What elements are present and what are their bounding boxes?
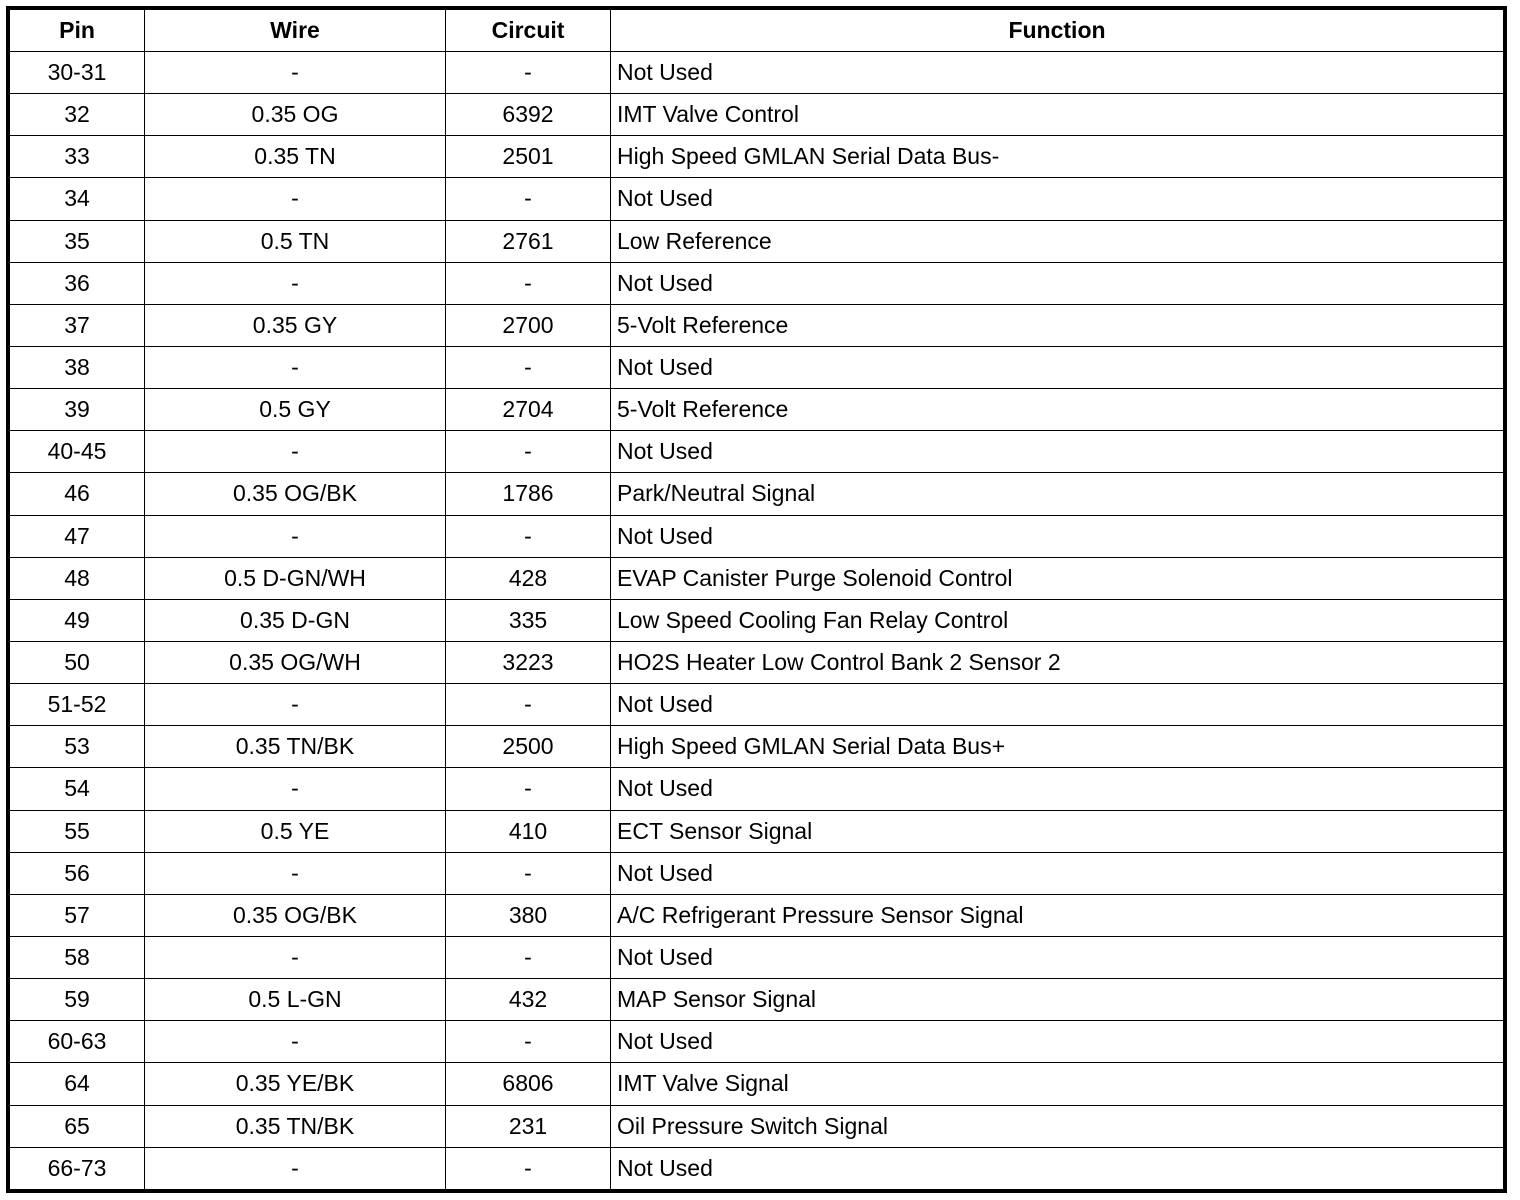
cell-wire: 0.5 TN <box>145 220 446 262</box>
cell-circuit: 428 <box>446 557 611 599</box>
header-circuit: Circuit <box>446 10 611 52</box>
cell-pin: 57 <box>10 894 145 936</box>
cell-function: Not Used <box>611 262 1504 304</box>
table-row <box>10 1147 1504 1189</box>
cell-circuit: 3223 <box>446 641 611 683</box>
cell-function: Low Speed Cooling Fan Relay Control <box>611 599 1504 641</box>
cell-circuit: - <box>446 431 611 473</box>
cell-circuit: - <box>446 515 611 557</box>
cell-wire: 0.5 GY <box>145 389 446 431</box>
table-row <box>10 304 1504 346</box>
cell-pin: 40-45 <box>10 431 145 473</box>
cell-circuit: - <box>446 1021 611 1063</box>
table-row <box>10 346 1504 388</box>
cell-function: Not Used <box>611 431 1504 473</box>
cell-wire: 0.35 TN/BK <box>145 726 446 768</box>
cell-wire: 0.35 OG/WH <box>145 641 446 683</box>
cell-wire: 0.5 L-GN <box>145 979 446 1021</box>
cell-circuit: - <box>446 262 611 304</box>
cell-circuit: 2500 <box>446 726 611 768</box>
cell-function: IMT Valve Control <box>611 94 1504 136</box>
table-row <box>10 1105 1504 1147</box>
cell-function: Not Used <box>611 1147 1504 1189</box>
cell-function: A/C Refrigerant Pressure Sensor Signal <box>611 894 1504 936</box>
cell-wire: 0.35 OG/BK <box>145 473 446 515</box>
cell-wire: 0.35 GY <box>145 304 446 346</box>
table-row <box>10 94 1504 136</box>
cell-circuit: - <box>446 684 611 726</box>
cell-wire: - <box>145 52 446 94</box>
cell-function: Low Reference <box>611 220 1504 262</box>
table-row <box>10 768 1504 810</box>
cell-pin: 34 <box>10 178 145 220</box>
table-row <box>10 1063 1504 1105</box>
cell-pin: 32 <box>10 94 145 136</box>
cell-pin: 35 <box>10 220 145 262</box>
table-row <box>10 979 1504 1021</box>
cell-wire: - <box>145 1021 446 1063</box>
table-row <box>10 515 1504 557</box>
table-row <box>10 894 1504 936</box>
table-row <box>10 852 1504 894</box>
cell-pin: 33 <box>10 136 145 178</box>
cell-pin: 58 <box>10 936 145 978</box>
cell-pin: 65 <box>10 1105 145 1147</box>
cell-pin: 48 <box>10 557 145 599</box>
cell-circuit: 231 <box>446 1105 611 1147</box>
table-row <box>10 136 1504 178</box>
table-row <box>10 52 1504 94</box>
table-row <box>10 936 1504 978</box>
header-pin: Pin <box>10 10 145 52</box>
cell-function: IMT Valve Signal <box>611 1063 1504 1105</box>
cell-function: ECT Sensor Signal <box>611 810 1504 852</box>
cell-wire: - <box>145 1147 446 1189</box>
cell-function: EVAP Canister Purge Solenoid Control <box>611 557 1504 599</box>
cell-pin: 55 <box>10 810 145 852</box>
cell-circuit: 410 <box>446 810 611 852</box>
cell-function: Oil Pressure Switch Signal <box>611 1105 1504 1147</box>
table-body <box>10 52 1504 1190</box>
cell-pin: 30-31 <box>10 52 145 94</box>
cell-wire: - <box>145 178 446 220</box>
cell-pin: 38 <box>10 346 145 388</box>
cell-circuit: 2700 <box>446 304 611 346</box>
cell-pin: 64 <box>10 1063 145 1105</box>
cell-pin: 51-52 <box>10 684 145 726</box>
table-row <box>10 262 1504 304</box>
pinout-table <box>9 9 1504 1190</box>
table-row <box>10 431 1504 473</box>
cell-circuit: 380 <box>446 894 611 936</box>
cell-function: MAP Sensor Signal <box>611 979 1504 1021</box>
cell-function: Not Used <box>611 52 1504 94</box>
cell-function: Not Used <box>611 515 1504 557</box>
table-row <box>10 220 1504 262</box>
cell-circuit: 6392 <box>446 94 611 136</box>
cell-function: High Speed GMLAN Serial Data Bus+ <box>611 726 1504 768</box>
cell-circuit: - <box>446 768 611 810</box>
table-header <box>10 10 1504 52</box>
cell-wire: - <box>145 262 446 304</box>
cell-wire: - <box>145 431 446 473</box>
cell-wire: 0.35 TN/BK <box>145 1105 446 1147</box>
table-row <box>10 641 1504 683</box>
cell-wire: - <box>145 346 446 388</box>
cell-circuit: 2501 <box>446 136 611 178</box>
cell-circuit: - <box>446 852 611 894</box>
table-row <box>10 599 1504 641</box>
cell-wire: - <box>145 852 446 894</box>
cell-wire: 0.35 YE/BK <box>145 1063 446 1105</box>
cell-wire: 0.5 D-GN/WH <box>145 557 446 599</box>
cell-wire: 0.35 OG <box>145 94 446 136</box>
cell-function: Not Used <box>611 768 1504 810</box>
table-row <box>10 1021 1504 1063</box>
cell-circuit: 2704 <box>446 389 611 431</box>
cell-wire: 0.35 D-GN <box>145 599 446 641</box>
cell-function: Not Used <box>611 178 1504 220</box>
header-function: Function <box>611 10 1504 52</box>
cell-circuit: 1786 <box>446 473 611 515</box>
cell-pin: 50 <box>10 641 145 683</box>
table-row <box>10 389 1504 431</box>
cell-circuit: 6806 <box>446 1063 611 1105</box>
cell-function: Not Used <box>611 684 1504 726</box>
cell-circuit: - <box>446 346 611 388</box>
cell-pin: 66-73 <box>10 1147 145 1189</box>
cell-circuit: - <box>446 178 611 220</box>
cell-wire: - <box>145 768 446 810</box>
header-row <box>10 10 1504 52</box>
cell-wire: 0.5 YE <box>145 810 446 852</box>
table-row <box>10 810 1504 852</box>
cell-circuit: 432 <box>446 979 611 1021</box>
cell-function: Park/Neutral Signal <box>611 473 1504 515</box>
cell-pin: 60-63 <box>10 1021 145 1063</box>
cell-pin: 37 <box>10 304 145 346</box>
pinout-table-container <box>6 6 1507 1193</box>
cell-pin: 56 <box>10 852 145 894</box>
table-row <box>10 473 1504 515</box>
cell-function: Not Used <box>611 346 1504 388</box>
cell-pin: 49 <box>10 599 145 641</box>
cell-pin: 36 <box>10 262 145 304</box>
cell-circuit: - <box>446 936 611 978</box>
table-row <box>10 684 1504 726</box>
cell-wire: 0.35 OG/BK <box>145 894 446 936</box>
table-row <box>10 557 1504 599</box>
cell-pin: 53 <box>10 726 145 768</box>
cell-wire: - <box>145 936 446 978</box>
cell-function: Not Used <box>611 936 1504 978</box>
cell-function: Not Used <box>611 852 1504 894</box>
table-row <box>10 726 1504 768</box>
cell-pin: 46 <box>10 473 145 515</box>
cell-function: High Speed GMLAN Serial Data Bus- <box>611 136 1504 178</box>
table-row <box>10 178 1504 220</box>
cell-wire: - <box>145 684 446 726</box>
cell-circuit: 2761 <box>446 220 611 262</box>
cell-function: Not Used <box>611 1021 1504 1063</box>
cell-pin: 59 <box>10 979 145 1021</box>
cell-pin: 47 <box>10 515 145 557</box>
cell-circuit: 335 <box>446 599 611 641</box>
cell-wire: - <box>145 515 446 557</box>
cell-circuit: - <box>446 1147 611 1189</box>
cell-function: 5-Volt Reference <box>611 304 1504 346</box>
cell-circuit: - <box>446 52 611 94</box>
cell-wire: 0.35 TN <box>145 136 446 178</box>
cell-pin: 54 <box>10 768 145 810</box>
cell-pin: 39 <box>10 389 145 431</box>
cell-function: HO2S Heater Low Control Bank 2 Sensor 2 <box>611 641 1504 683</box>
header-wire: Wire <box>145 10 446 52</box>
cell-function: 5-Volt Reference <box>611 389 1504 431</box>
